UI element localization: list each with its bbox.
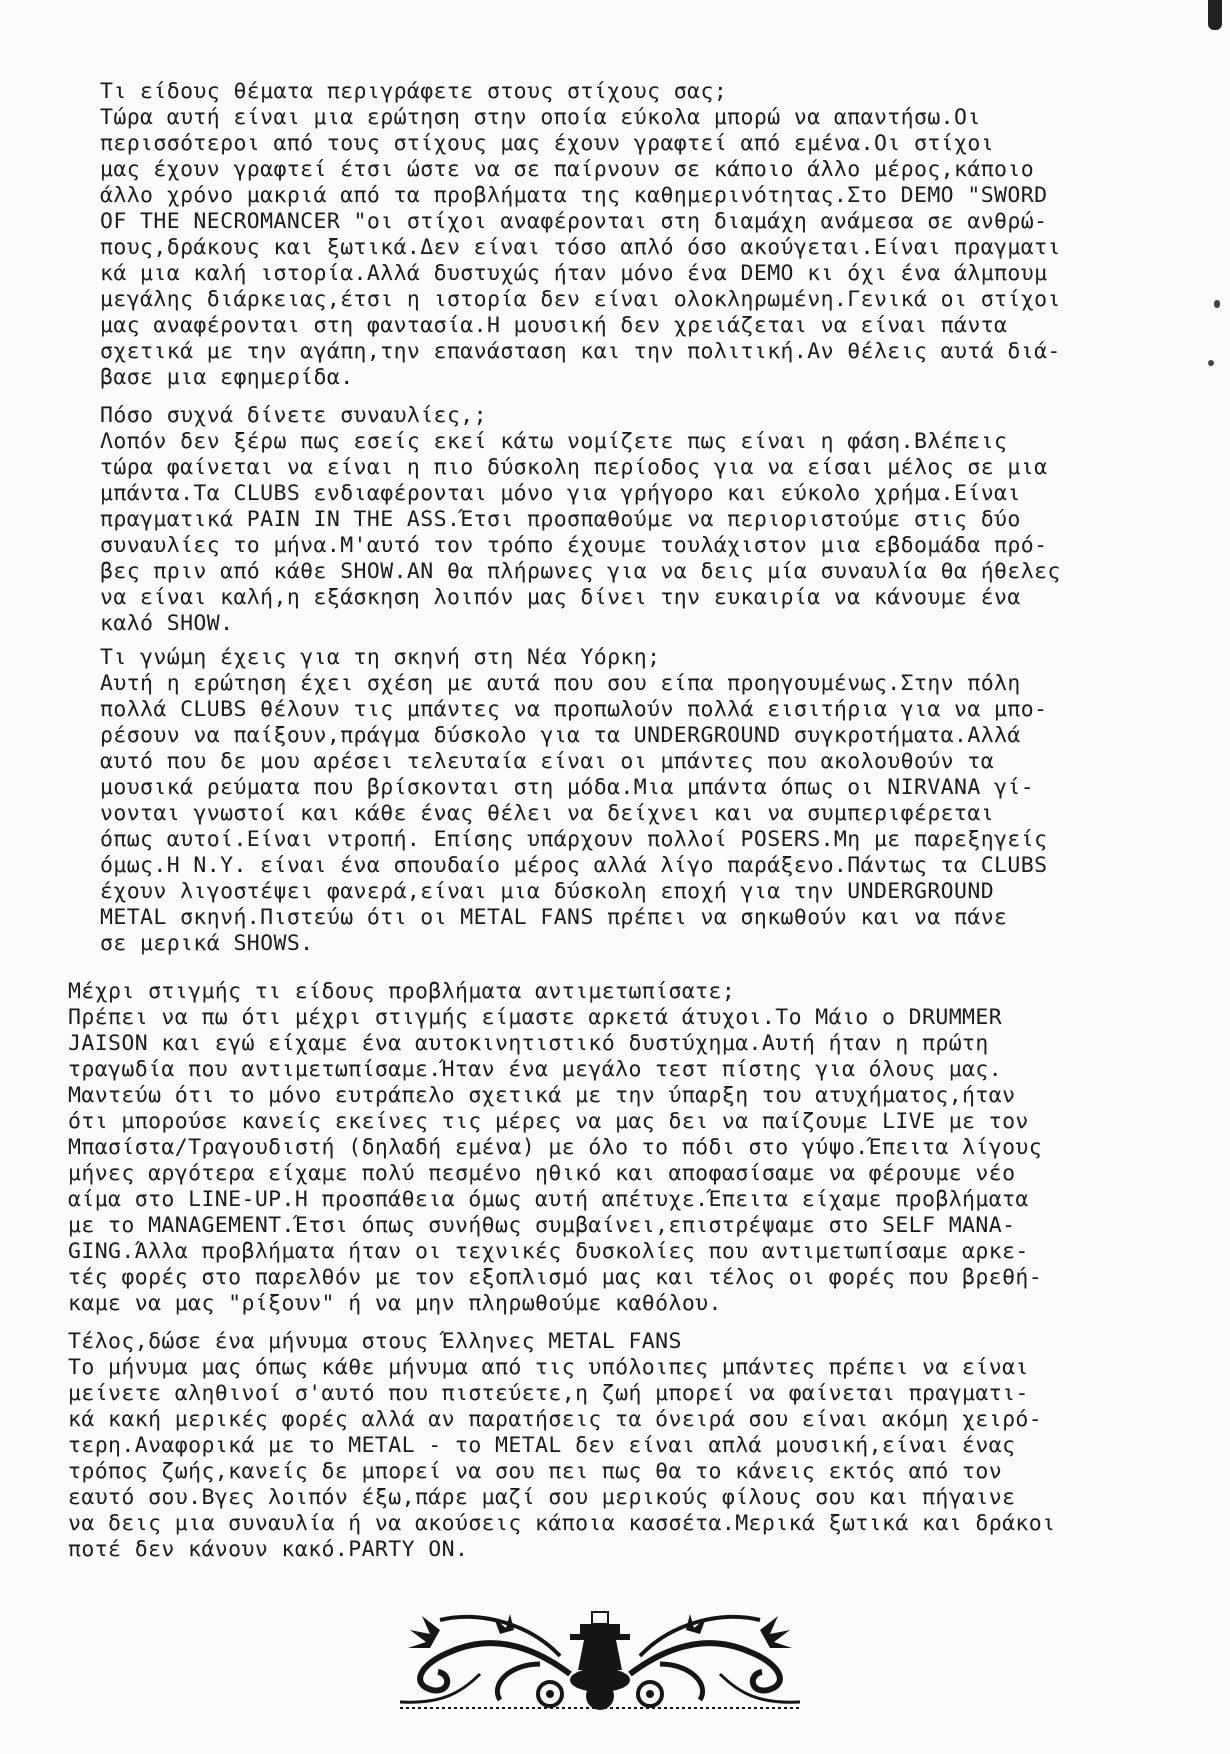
answer-line: GING.Άλλα προβλήματα ήταν οι τεχνικές δυσκολίες που αντιμετωπίσαμε αρκε- (68, 1239, 1029, 1264)
answer-line: πραγματικά PAIN IN THE ASS.Έτσι προσπαθούμε να περιοριστούμε στις δύο (100, 507, 1021, 532)
answer-line: σχετικά με την αγάπη,την επανάσταση και την πολιτική.Αν θέλεις αυτά διά- (100, 339, 1061, 364)
answer-line: νονται γνωστοί και κάθε ένας θέλει να δείχνει και να συμπεριφέρεται (100, 801, 995, 826)
answer-line: ρέσουν να παίξουν,πράγμα δύσκολο για τα UNDERGROUND συγκροτήματα.Αλλά (100, 723, 1021, 748)
answer-line: Μπασίστα/Τραγουδιστή (δηλαδή εμένα) με όλο το πόδι στο γύψο.Έπειτα λίγους (68, 1135, 1043, 1160)
answer-line: Μαντεύω ότι το μόνο ευτράπελο σχετικά με την ύπαρξη του ατυχήματος,ήταν (68, 1083, 1016, 1108)
answer-line: ότι μπορούσε κανείς εκείνες τις μέρες να μας δει να παίζουμε LIVE με τον (68, 1109, 1029, 1134)
answer-line: ποτέ δεν κάνουν κακό.PARTY ON. (68, 1537, 469, 1562)
answer-line: πολλά CLUBS θέλουν τις μπάντες να προπωλούν πολλά εισιτήρια για να μπο- (100, 697, 1048, 722)
answer-line: τερη.Αναφορικά με το METAL - το METAL δεν είναι απλά μουσική,είναι ένας (68, 1433, 1016, 1458)
answer-line: μείνετε αληθινοί σ'αυτό που πιστεύετε,η ζωή μπορεί να φαίνεται πραγματι- (68, 1381, 1029, 1406)
scan-mark (1208, 360, 1214, 366)
answer-line: σε μερικά SHOWS. (100, 931, 314, 956)
question-new-york-scene: Τι γνώμη έχεις για τη σκηνή στη Νέα Υόρκη; (100, 645, 661, 670)
answer-line: μπάντα.Τα CLUBS ενδιαφέρονται μόνο για γρήγορο και εύκολο χρήμα.Είναι (100, 481, 1021, 506)
answer-line: μεγάλης διάρκειας,έτσι η ιστορία δεν είναι ολοκληρωμένη.Γενικά οι στίχοι (100, 287, 1061, 312)
answer-line: METAL σκηνή.Πιστεύω ότι οι METAL FANS πρέπει να σηκωθούν και να πάνε (100, 905, 1008, 930)
question-concerts: Πόσο συχνά δίνετε συναυλίες,; (100, 403, 487, 428)
answer-line: βασε μια εφημερίδα. (100, 365, 354, 390)
answer-line: περισσότεροι από τους στίχους μας έχουν γραφτεί από εμένα.Οι στίχοι (100, 131, 995, 156)
question-lyrics: Τι είδους θέματα περιγράφετε στους στίχους σας; (100, 79, 728, 104)
scan-mark (1208, 0, 1222, 30)
answer-line: αυτό που δε μου αρέσει τελευταία είναι οι μπάντες που ακολουθούν τα (100, 749, 995, 774)
answer-line: τές φορές στο παρελθόν με τον εξοπλισμό μας και τέλος οι φορές που βρεθή- (68, 1265, 1043, 1290)
answer-line: συναυλίες το μήνα.Μ'αυτό τον τρόπο έχουμε τουλάχιστον μια εβδομάδα πρό- (100, 533, 1048, 558)
answer-line: τραγωδία που αντιμετωπίσαμε.Ήταν ένα μεγάλο τεστ πίστης για όλους μας. (68, 1057, 1003, 1082)
answer-line: Το μήνυμα μας όπως κάθε μήνυμα από τις υπόλοιπες μπάντες πρέπει να είναι (68, 1355, 1029, 1380)
question-problems: Μέχρι στιγμής τι είδους προβλήματα αντιμετωπίσατε; (68, 979, 736, 1004)
answer-line: όπως αυτοί.Είναι ντροπή. Επίσης υπάρχουν πολλοί POSERS.Μη με παρεξηγείς (100, 827, 1048, 852)
answer-line: OF THE NECROMANCER "οι στίχοι αναφέρονται στη διαμάχη ανάμεσα σε ανθρώ- (100, 209, 1048, 234)
answer-line: κά κακή μερικές φορές αλλά αν παρατήσεις τα όνειρά σου είναι ακόμη χειρό- (68, 1407, 1043, 1432)
answer-line: κά μια καλή ιστορία.Αλλά δυστυχώς ήταν μόνο ένα DEMO κι όχι ένα άλμπουμ (100, 261, 1048, 286)
answer-line: να είναι καλή,η εξάσκηση λοιπόν μας δίνει την ευκαιρία να κάνουμε ένα (100, 585, 1021, 610)
answer-line: μας έχουν γραφτεί έτσι ώστε να σε παίρνουν σε κάποιο άλλο μέρος,κάποιο (100, 157, 1035, 182)
answer-line: Αυτή η ερώτηση έχει σχέση με αυτά που σου είπα προηγουμένως.Στην πόλη (100, 671, 1021, 696)
scan-mark (1214, 300, 1220, 308)
answer-line: όμως.Η N.Y. είναι ένα σπουδαίο μέρος αλλά λίγο παράξενο.Πάντως τα CLUBS (100, 853, 1048, 878)
answer-line: καμε να μας "ρίξουν" ή να μην πληρωθούμε καθόλου. (68, 1291, 722, 1316)
answer-line: να δεις μια συναυλία ή να ακούσεις κάποια κασσέτα.Μερικά ξωτικά και δράκοι (68, 1511, 1056, 1536)
answer-line: μήνες αργότερα είχαμε πολύ πεσμένο ηθικό και αποφασίσαμε να φέρουμε νέο (68, 1161, 1016, 1186)
answer-line: Πρέπει να πω ότι μέχρι στιγμής είμαστε αρκετά άτυχοι.Το Μάιο ο DRUMMER (68, 1005, 1003, 1030)
answer-line: έχουν λιγοστέψει φανερά,είναι μια δύσκολη εποχή για την UNDERGROUND (100, 879, 995, 904)
question-message: Τέλος,δώσε ένα μήνυμα στους Έλληνες METAL FANS (68, 1329, 682, 1354)
answer-line: πους,δράκους και ξωτικά.Δεν είναι τόσο απλό όσο ακούγεται.Είναι πραγματι (100, 235, 1061, 260)
answer-line: τρόπος ζωής,κανείς δε μπορεί να σου πει πως θα το κάνεις εκτός από τον (68, 1459, 1003, 1484)
answer-line: με το MANAGEMENT.Έτσι όπως συνήθως συμβαίνει,επιστρέψαμε στο SELF MANA- (68, 1213, 1016, 1238)
answer-line: καλό SHOW. (100, 611, 234, 636)
answer-line: τώρα φαίνεται να είναι η πιο δύσκολη περίοδος για να είσαι μέλος σε μια (100, 455, 1048, 480)
answer-line: μας αναφέρονται στη φαντασία.Η μουσική δεν χρειάζεται να είναι πάντα (100, 313, 1008, 338)
answer-line: Λοπόν δεν ξέρω πως εσείς εκεί κάτω νομίζετε πως είναι η φάση.Βλέπεις (100, 429, 1008, 454)
answer-line: εαυτό σου.Βγες λοιπόν έξω,πάρε μαζί σου μερικούς φίλους σου και πήγαινε (68, 1485, 1016, 1510)
answer-line: άλλο χρόνο μακριά από τα προβλήματα της καθημερινότητας.Στο DEMO "SWORD (100, 183, 1048, 208)
answer-line: μουσικά ρεύματα που βρίσκονται στη μόδα.Μια μπάντα όπως οι NIRVANA γί- (100, 775, 1035, 800)
answer-line: βες πριν από κάθε SHOW.AN θα πλήρωνες για να δεις μία συναυλία θα ήθελες (100, 559, 1061, 584)
answer-line: JAISON και εγώ είχαμε ένα αυτοκινητιστικό δυστύχημα.Αυτή ήταν η πρώτη (68, 1031, 989, 1056)
answer-line: αίμα στο LINE-UP.Η προσπάθεια όμως αυτή απέτυχε.Έπειτα είχαμε προβλήματα (68, 1187, 1029, 1212)
decorative-flourish-icon (380, 1604, 820, 1714)
answer-line: Τώρα αυτή είναι μια ερώτηση στην οποία εύκολα μπορώ να απαντήσω.Οι (100, 105, 981, 130)
